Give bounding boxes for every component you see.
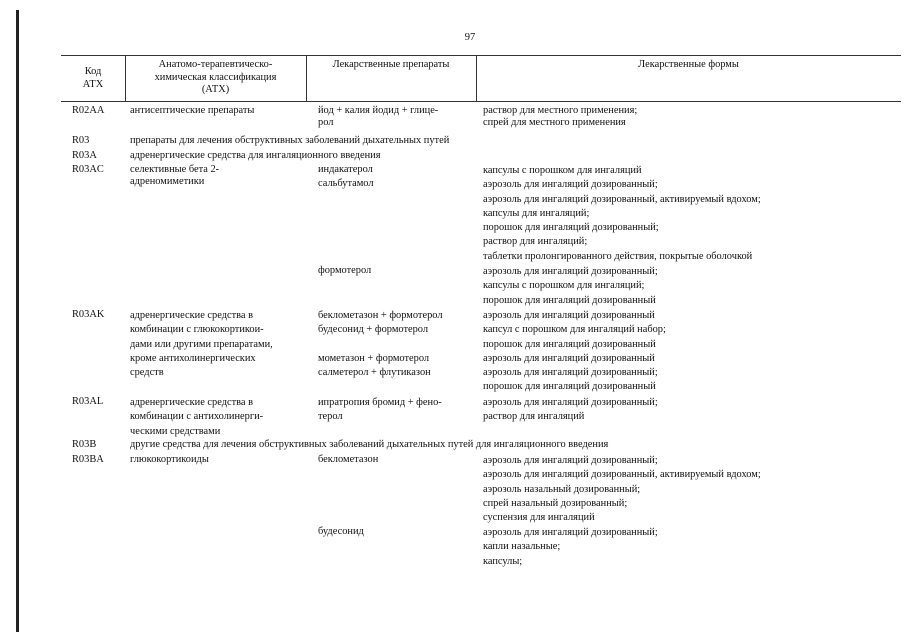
atc-code: R03AL [72, 396, 104, 407]
atc-class: другие средства для лечения обструктивных заболеваний дыхательных путей для ингаляционного введения [130, 439, 609, 450]
drug-name: ипратропия бромид + фено- терол [318, 397, 442, 423]
dosage-forms: аэрозоль для ингаляций дозированный; аэрозоль для ингаляций дозированный, активируемый вдохом; аэрозоль назальный дозированный; спрей назальный дозированный; суспензия для ингаляций [483, 455, 761, 524]
dosage-forms: аэрозоль для ингаляций дозированный; капсулы с порошком для ингаляций; порошок для ингаляций дозированный [483, 266, 658, 306]
drug-name: будесонид [318, 526, 364, 537]
atc-class: препараты для лечения обструктивных заболеваний дыхательных путей [130, 135, 450, 146]
dosage-forms: капсулы с порошком для ингаляций аэрозоль для ингаляций дозированный; аэрозоль для ингаляций дозированный, активируемый вдохом; капсулы для ингаляций; порошок для ингаляций дозированный; раствор для ингаляций; таблетки пролонгированного действия, покрытые оболочкой [483, 165, 761, 262]
drug-name: беклометазон + формотерол будесонид + формотерол мометазон + формотерол салметерол + флутиказон [318, 310, 443, 379]
dosage-forms: аэрозоль для ингаляций дозированный; капли назальные; капсулы; [483, 527, 658, 567]
header-code: Код АТХ [82, 66, 104, 90]
atc-code: R03 [72, 135, 90, 146]
drug-name: формотерол [318, 265, 372, 276]
atc-class: адренергические средства для ингаляционного введения [130, 150, 381, 161]
drug-name: индакатерол [318, 164, 373, 175]
header-drugs: Лекарственные препараты [332, 59, 450, 70]
atc-code: R03A [72, 150, 97, 161]
atc-code: R03AK [72, 309, 105, 320]
atc-code: R03B [72, 439, 97, 450]
drug-name: йод + калия йодид + глице- рол [318, 105, 439, 128]
dosage-forms: раствор для местного применения; спрей для местного применения [483, 105, 638, 128]
dosage-forms: аэрозоль для ингаляций дозированный капсул с порошком для ингаляций набор; порошок для ингаляций дозированный аэрозоль для ингаляций дозированный аэрозоль для ингаляций дозированный; порошок для ингаляций дозированный [483, 310, 666, 393]
atc-code: R02AA [72, 105, 105, 116]
dosage-forms: аэрозоль для ингаляций дозированный; раствор для ингаляций [483, 397, 658, 423]
atc-code: R03BA [72, 454, 104, 465]
page-number: 97 [464, 32, 476, 43]
table-header [61, 55, 901, 102]
atc-class: селективные бета 2- адреномиметики [130, 164, 220, 187]
atc-code: R03AC [72, 164, 104, 175]
atc-class: адренергические средства в комбинации с глюкокортикои- дами или другими препаратами, кроме антихолинергических средств [130, 310, 273, 379]
drug-name: беклометазон [318, 454, 379, 465]
scan-edge-bar [16, 10, 19, 632]
header-classification: Анатомо-терапевтическо- химическая классификация (АТХ) [154, 59, 277, 95]
header-forms: Лекарственные формы [638, 59, 739, 70]
atc-class: глюкокортикоиды [130, 454, 209, 465]
atc-class: антисептические препараты [130, 105, 255, 116]
atc-class: адренергические средства в комбинации с антихолинерги- ческими средствами [130, 397, 264, 437]
drug-name: сальбутамол [318, 178, 374, 189]
